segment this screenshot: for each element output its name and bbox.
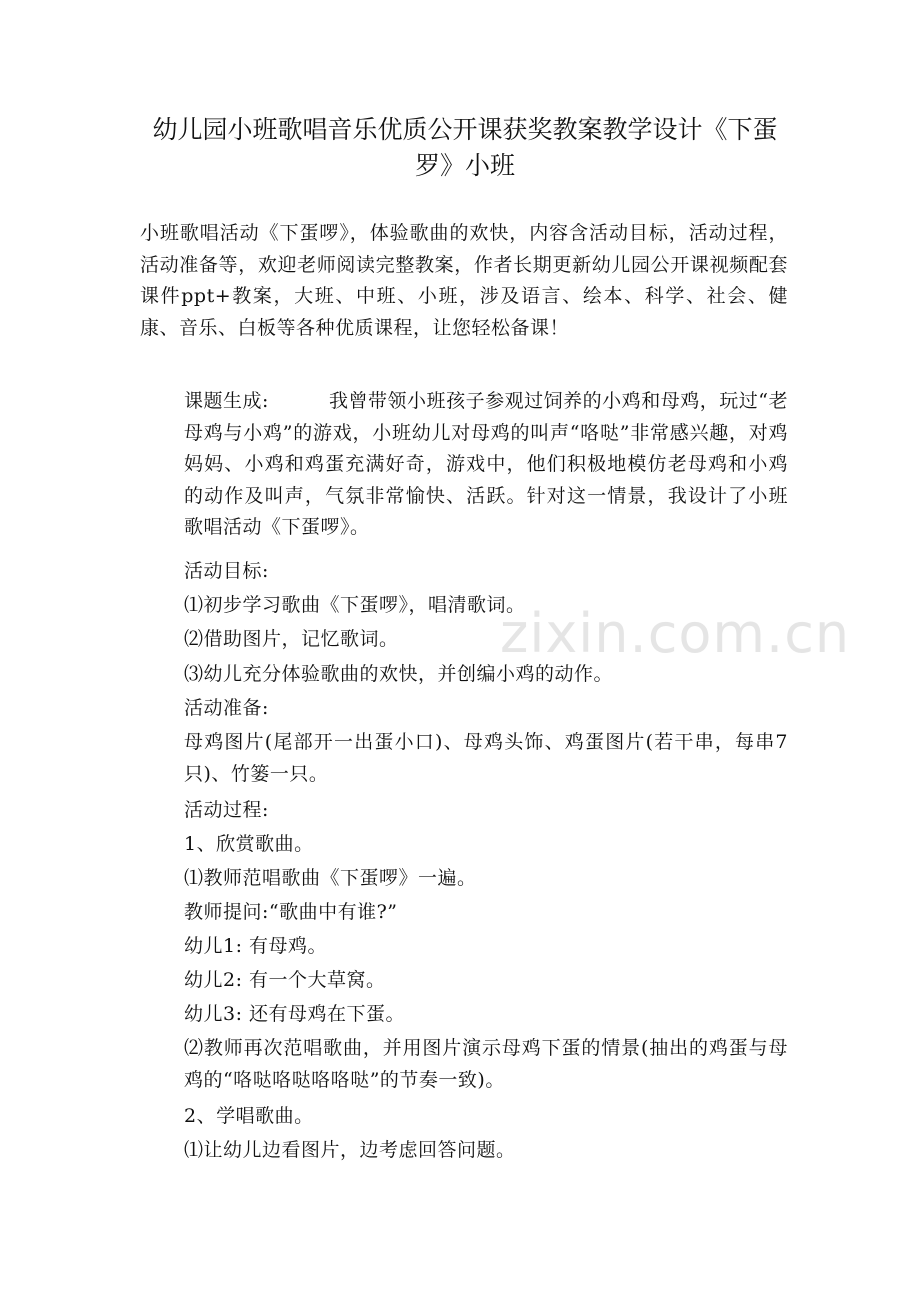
process-heading: 活动过程: [184,799,269,821]
step-1-item-1: ⑴教师范唱歌曲《下蛋啰》一遍。 [184,867,477,889]
goal-item-1: ⑴初步学习歌曲《下蛋啰》，唱清歌词。 [184,594,526,616]
origin-paragraph [140,386,788,544]
prep-heading: 活动准备: [184,697,269,719]
step-1: 1、欣赏歌曲。 [184,833,314,855]
document-title: 幼儿园小班歌唱音乐优质公开课获奖教案教学设计《下蛋罗》小班 [152,115,778,180]
step-1-item-2: ⑵教师再次范唱歌曲，并用图片演示母鸡下蛋的情景(抽出的鸡蛋与母鸡的“咯哒咯哒咯咯哒”的节奏一致)。 [184,1037,788,1091]
teacher-question: 教师提问:“歌曲中有谁?” [184,901,398,923]
step-2: 2、学唱歌曲。 [184,1105,314,1127]
child-answer-3: 幼儿3: 还有母鸡在下蛋。 [184,1003,406,1025]
intro-paragraph: 小班歌唱活动《下蛋啰》，体验歌曲的欢快，内容含活动目标，活动过程，活动准备等，欢迎老师阅读完整教案，作者长期更新幼儿园公开课视频配套课件ppt+教案，大班、中班、小班，涉及语言、绘本、科学、社会、健康、音乐、白板等各种优质课程，让您轻松备课！ [140,222,788,339]
goals-heading: 活动目标: [184,560,269,582]
child-answer-1: 幼儿1: 有母鸡。 [184,935,328,957]
child-answer-2: 幼儿2: 有一个大草窝。 [184,969,386,991]
goal-item-2: ⑵借助图片，记忆歌词。 [184,628,399,650]
watermark: zixin.com.cn [500,602,851,665]
goal-item-3: ⑶幼儿充分体验歌曲的欢快，并创编小鸡的动作。 [184,663,614,685]
step-2-item-1: ⑴让幼儿边看图片，边考虑回答问题。 [184,1139,516,1161]
origin-label: 课题生成: [184,390,269,412]
prep-text: 母鸡图片(尾部开一出蛋小口)、母鸡头饰、鸡蛋图片(若干串，每串7只)、竹篓一只。 [184,731,788,785]
origin-text: 我曾带领小班孩子参观过饲养的小鸡和母鸡，玩过“老母鸡与小鸡”的游戏，小班幼儿对母鸡的叫声“咯哒”非常感兴趣，对鸡妈妈、小鸡和鸡蛋充满好奇，游戏中，他们积极地模仿老母鸡和小鸡的动作及叫声，气氛非常愉快、活跃。针对这一情景，我设计了小班歌唱活动《下蛋啰》。 [184,390,789,538]
